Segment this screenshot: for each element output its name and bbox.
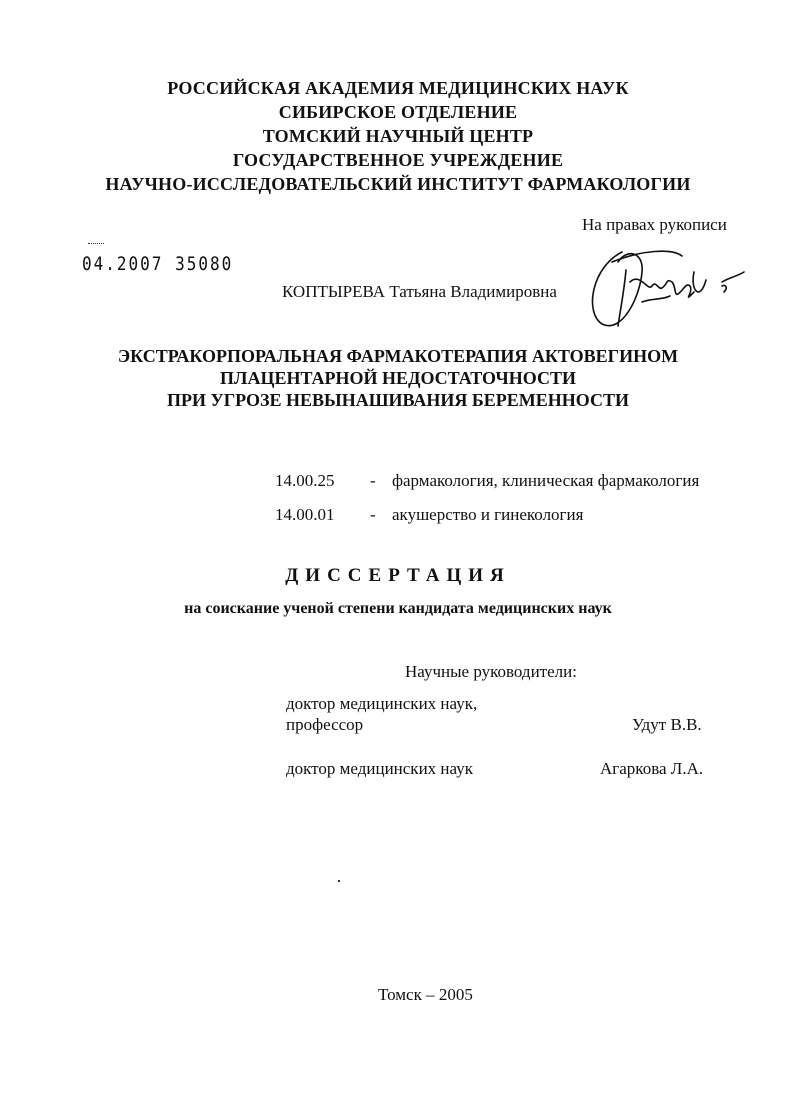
title-line: ЭКСТРАКОРПОРАЛЬНАЯ ФАРМАКОТЕРАПИЯ АКТОВЕГИНОМ — [117, 346, 679, 366]
degree-line: на соискание ученой степени кандидата медицинских наук — [184, 600, 612, 617]
header-line: ТОМСКИЙ НАУЧНЫЙ ЦЕНТР — [262, 126, 534, 146]
supervisor-title: доктор медицинских наук, — [286, 694, 478, 713]
archive-stamp-number: 04.2007 35080 — [82, 252, 234, 275]
specialty-code: 14.00.25 — [275, 471, 335, 490]
title-line: ПРИ УГРОЗЕ НЕВЫНАШИВАНИЯ БЕРЕМЕННОСТИ — [166, 390, 629, 410]
author-name: КОПТЫРЕВА Татьяна Владимировна — [282, 282, 557, 301]
specialty-dash: - — [370, 471, 376, 490]
specialty-code: 14.00.01 — [275, 505, 335, 524]
place-year: Томск – 2005 — [378, 985, 473, 1004]
signature-icon — [582, 242, 752, 334]
specialty-name: фармакология, клиническая фармакология — [392, 471, 700, 490]
supervisor-name: Агаркова Л.А. — [600, 759, 704, 778]
header-line: СИБИРСКОЕ ОТДЕЛЕНИЕ — [278, 102, 518, 122]
supervisor-name: Удут В.В. — [632, 715, 702, 734]
document-type: ДИССЕРТАЦИЯ — [285, 565, 511, 586]
rights-note: На правах рукописи — [582, 215, 727, 234]
supervisor-title: профессор — [286, 715, 364, 734]
specialty-name: акушерство и гинекология — [392, 505, 584, 524]
header-line: РОССИЙСКАЯ АКАДЕМИЯ МЕДИЦИНСКИХ НАУК — [167, 78, 629, 98]
header-line: ГОСУДАРСТВЕННОЕ УЧРЕЖДЕНИЕ — [232, 150, 564, 170]
header-line: НАУЧНО-ИССЛЕДОВАТЕЛЬСКИЙ ИНСТИТУТ ФАРМАКОЛОГИИ — [105, 174, 691, 194]
institution-header — [0, 76, 796, 196]
supervisor-title: доктор медицинских наук — [286, 759, 473, 778]
scan-speck — [338, 880, 340, 882]
dissertation-title — [0, 345, 796, 411]
stamp-mark — [88, 243, 104, 244]
specialty-dash: - — [370, 505, 376, 524]
supervisors-heading: Научные руководители: — [405, 662, 577, 681]
title-line: ПЛАЦЕНТАРНОЙ НЕДОСТАТОЧНОСТИ — [220, 368, 576, 388]
